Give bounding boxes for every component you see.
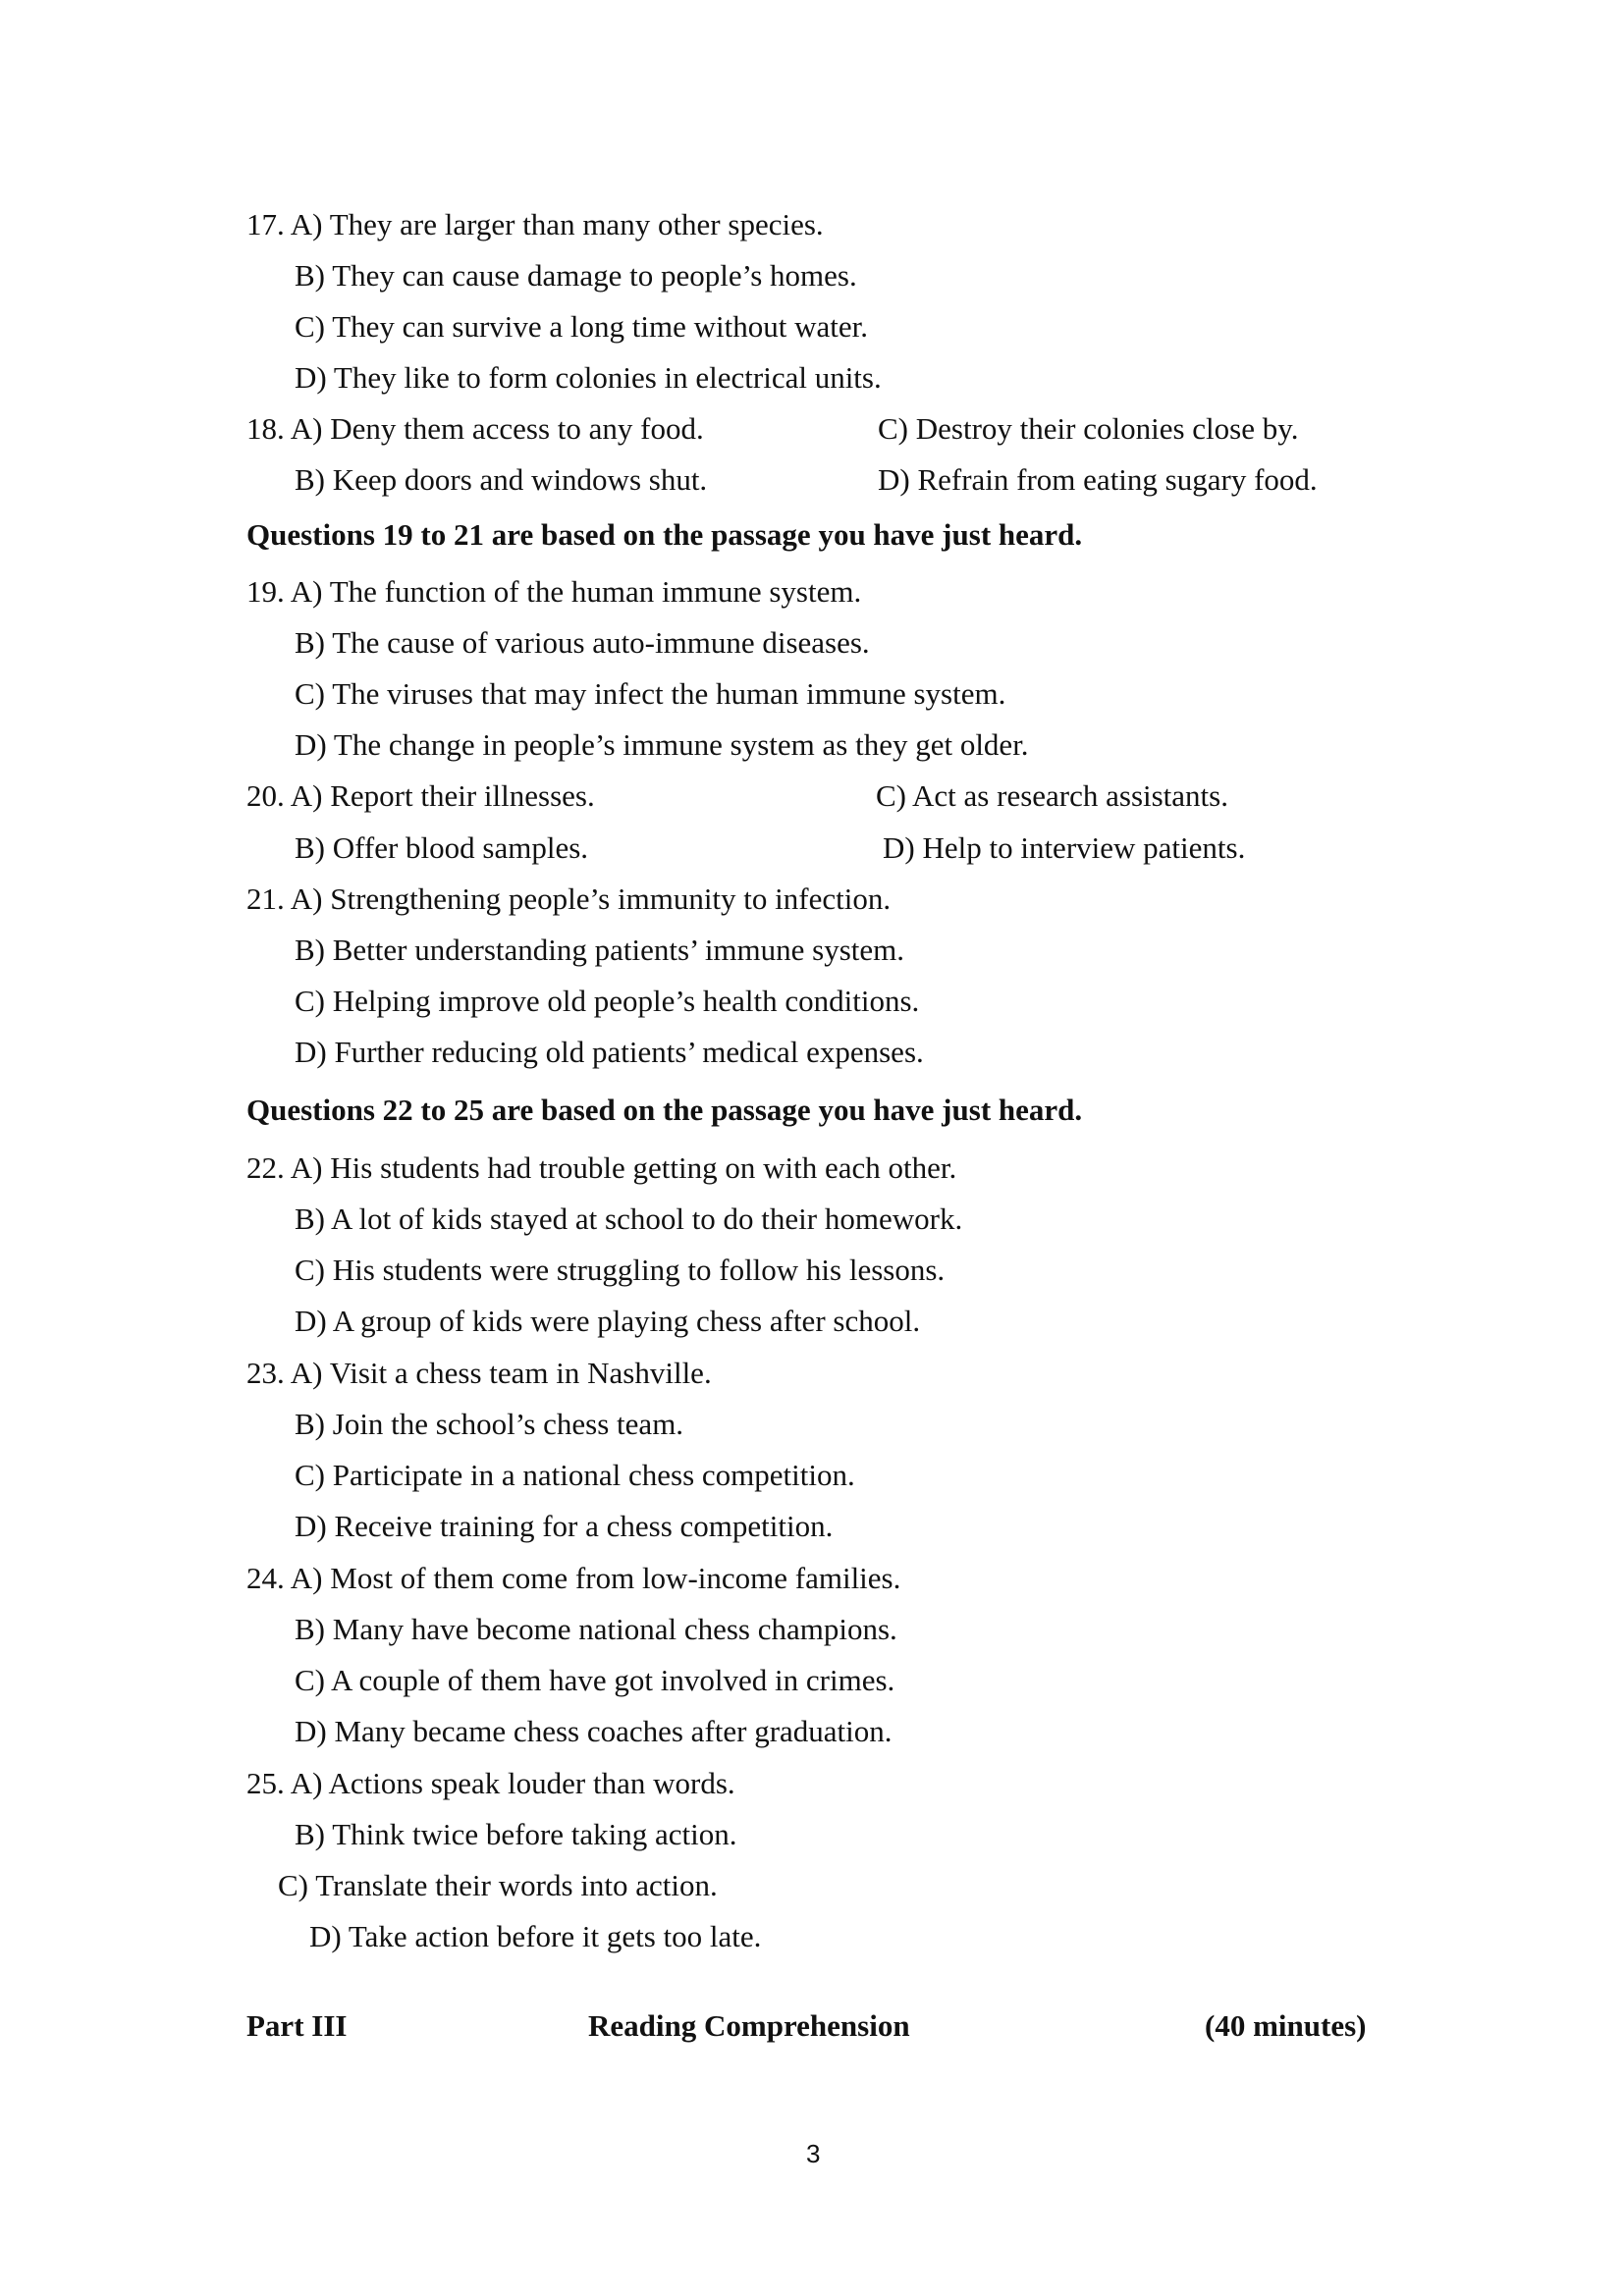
q22-option-b: B) A lot of kids stayed at school to do their homework. [295,1201,963,1236]
q25-option-c: C) Translate their words into action. [278,1868,718,1902]
q23-option-b: B) Join the school’s chess team. [295,1407,684,1441]
q19-option-c: C) The viruses that may infect the human immune system. [295,676,1006,711]
q18-option-d: D) Refrain from eating sugary food. [878,462,1318,497]
q23-option-a: 23. A) Visit a chess team in Nashville. [246,1356,712,1390]
q25-option-d: D) Take action before it gets too late. [309,1919,762,1953]
q18-option-c: C) Destroy their colonies close by. [878,411,1299,446]
q20-option-d: D) Help to interview patients. [883,830,1246,865]
q25-option-a: 25. A) Actions speak louder than words. [246,1766,735,1800]
q19-option-b: B) The cause of various auto-immune diseases. [295,625,870,660]
q18-option-a: 18. A) Deny them access to any food. [246,411,704,446]
q20-option-b: B) Offer blood samples. [295,830,589,865]
q24-option-c: C) A couple of them have got involved in crimes. [295,1663,895,1697]
q18-option-b: B) Keep doors and windows shut. [295,462,708,497]
q19-option-a: 19. A) The function of the human immune system. [246,574,862,609]
q23-option-c: C) Participate in a national chess competition. [295,1458,855,1492]
q25-option-b: B) Think twice before taking action. [295,1817,737,1851]
section-heading-19-21: Questions 19 to 21 are based on the passage you have just heard. [246,517,1083,552]
q22-option-a: 22. A) His students had trouble getting on with each other. [246,1150,957,1185]
q17-option-a: 17. A) They are larger than many other species. [246,207,824,241]
q21-option-d: D) Further reducing old patients’ medical expenses. [295,1035,924,1069]
q24-option-a: 24. A) Most of them come from low-income families. [246,1561,901,1595]
q21-option-a: 21. A) Strengthening people’s immunity to infection. [246,881,892,916]
q21-option-b: B) Better understanding patients’ immune system. [295,933,905,967]
q17-option-b: B) They can cause damage to people’s homes. [295,258,857,293]
q17-option-d: D) They like to form colonies in electrical units. [295,360,882,395]
page-number: 3 [806,2139,821,2168]
section-heading-22-25: Questions 22 to 25 are based on the passage you have just heard. [246,1093,1083,1127]
q24-option-d: D) Many became chess coaches after graduation. [295,1714,893,1748]
part-time: (40 minutes) [1205,2008,1367,2043]
q20-option-a: 20. A) Report their illnesses. [246,778,595,813]
q22-option-d: D) A group of kids were playing chess after school. [295,1304,921,1338]
q24-option-b: B) Many have become national chess champions. [295,1612,897,1646]
q17-option-c: C) They can survive a long time without water. [295,309,868,344]
q20-option-c: C) Act as research assistants. [876,778,1228,813]
q23-option-d: D) Receive training for a chess competition. [295,1509,834,1543]
part-title: Reading Comprehension [588,2008,910,2043]
q21-option-c: C) Helping improve old people’s health conditions. [295,984,920,1018]
q19-option-d: D) The change in people’s immune system as they get older. [295,727,1029,762]
part-label: Part III [246,2008,348,2043]
q22-option-c: C) His students were struggling to follow his lessons. [295,1253,946,1287]
